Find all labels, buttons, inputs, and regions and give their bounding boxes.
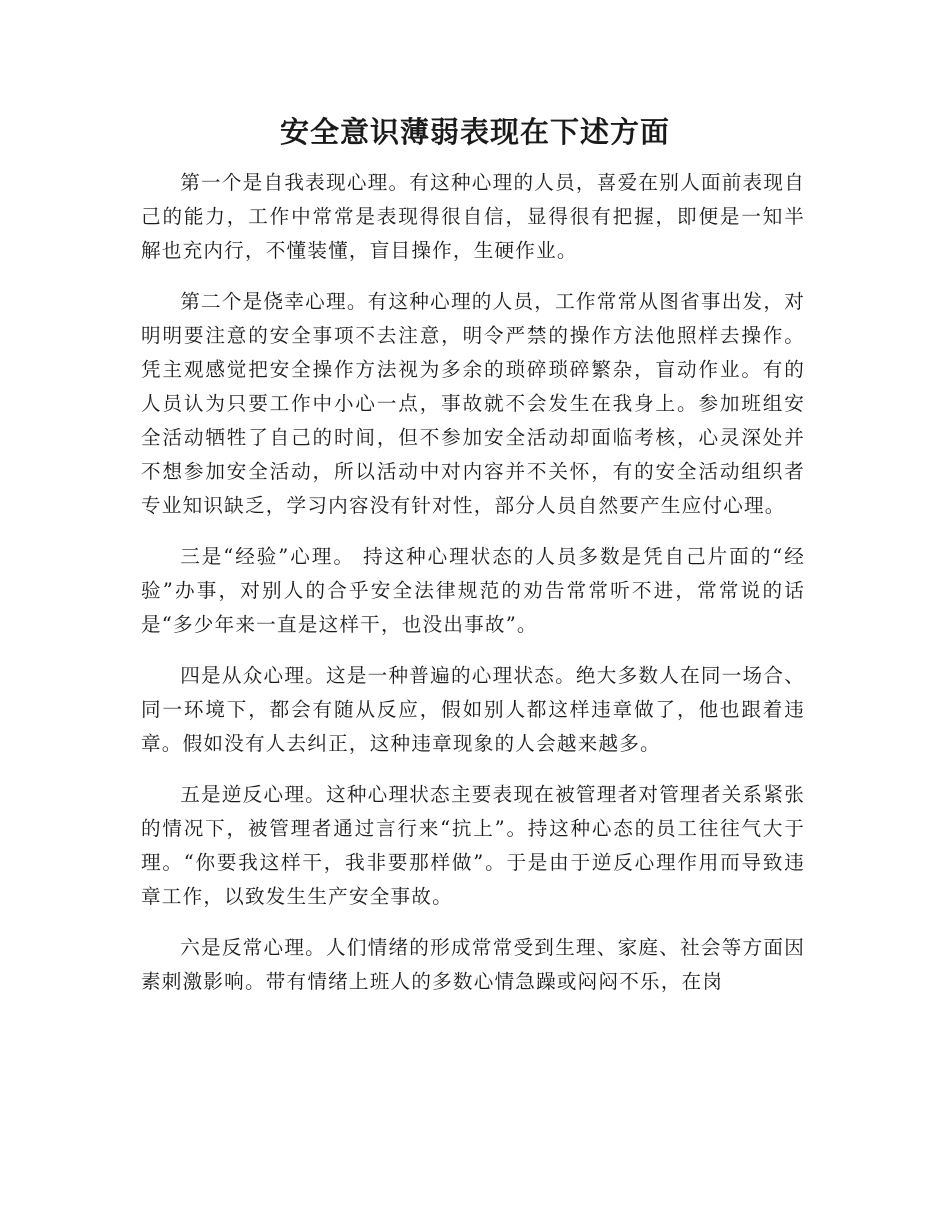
paragraph-rebellion: 五是逆反心理。这种心理状态主要表现在被管理者对管理者关系紧张的情况下，被管理者通过言行来“抗上”。持这种心态的员工往往气大于理。“你要我这样干，我非要那样做”。于是由于逆反心理作用而导致违章工作，以致发生生产安全事故。	[141, 783, 805, 908]
paragraph-abnormal: 六是反常心理。人们情绪的形成常常受到生理、家庭、社会等方面因素刺激影响。带有情绪上班人的多数心情急躁或闷闷不乐，在岗	[141, 936, 805, 993]
paragraph-luck: 第二个是侥幸心理。有这种心理的人员，工作常常从图省事出发，对明明要注意的安全事项不去注意，明令严禁的操作方法他照样去操作。凭主观感觉把安全操作方法视为多余的琐碎琐碎繁杂，盲动作业。有的人员认为只要工作中小心一点，事故就不会发生在我身上。参加班组安全活动牺牲了自己的时间，但不参加安全活动却面临考核，心灵深处并不想参加安全活动，所以活动中对内容并不关怀，有的安全活动组织者专业知识缺乏，学习内容没有针对性，部分人员自然要产生应付心理。	[141, 290, 805, 517]
paragraph-self-display: 第一个是自我表现心理。有这种心理的人员，喜爱在别人面前表现自己的能力，工作中常常是表现得很自信，显得很有把握，即便是一知半解也充内行，不懂装懂，盲目操作，生硬作业。	[141, 171, 805, 262]
document-body	[141, 166, 805, 1016]
paragraph-conformity: 四是从众心理。这是一种普遍的心理状态。绝大多数人在同一场合、同一环境下，都会有随从反应，假如别人都这样违章做了，他也跟着违章。假如没有人去纠正，这种违章现象的人会越来越多。	[141, 664, 805, 755]
paragraph-experience: 三是“经验”心理。 持这种心理状态的人员多数是凭自己片面的“经验”办事，对别人的合乎安全法律规范的劝告常常听不进，常常说的话是“多少年来一直是这样干，也没出事故”。	[141, 545, 805, 636]
document-title: 安全意识薄弱表现在下述方面	[279, 115, 670, 149]
